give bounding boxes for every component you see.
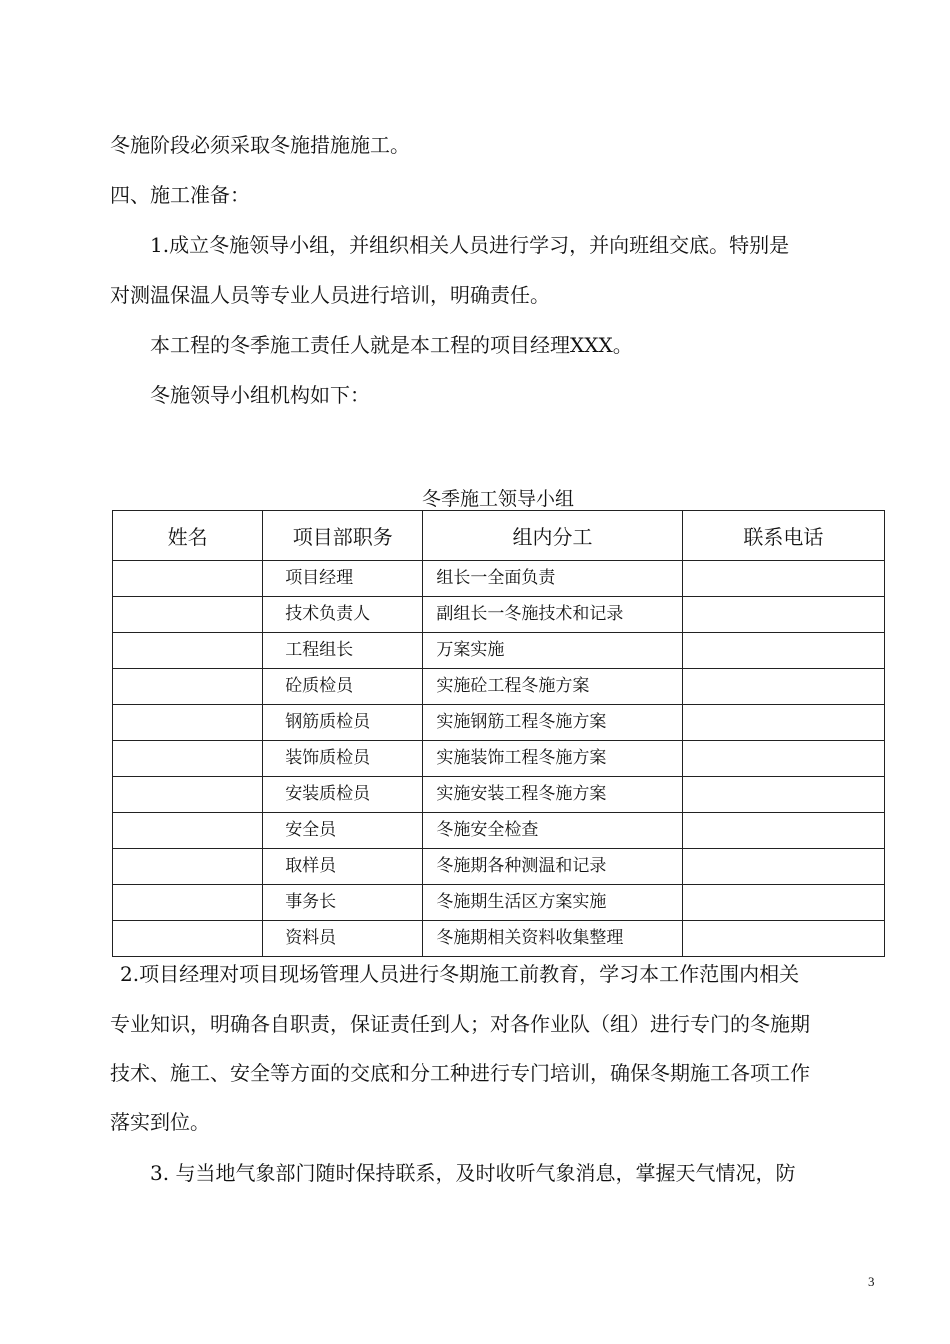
cell-phone bbox=[682, 813, 884, 849]
cell-duty: 万案实施 bbox=[423, 633, 682, 669]
cell-duty: 冬施期生活区方案实施 bbox=[423, 885, 682, 921]
cell-name bbox=[113, 921, 263, 957]
cell-phone bbox=[682, 921, 884, 957]
cell-duty: 实施钢筋工程冬施方案 bbox=[423, 705, 682, 741]
table-row bbox=[113, 885, 885, 921]
cell-position: 事务长 bbox=[263, 885, 423, 921]
cell-position: 资料员 bbox=[263, 921, 423, 957]
table-caption: 冬季施工领导小组 bbox=[421, 488, 574, 510]
header-phone: 联系电话 bbox=[682, 511, 884, 561]
cell-duty: 实施砼工程冬施方案 bbox=[423, 669, 682, 705]
cell-duty: 副组长一冬施技术和记录 bbox=[423, 597, 682, 633]
table-row bbox=[113, 597, 885, 633]
cell-position: 安装质检员 bbox=[263, 777, 423, 813]
header-position: 项目部职务 bbox=[263, 511, 423, 561]
paragraph-line: 落实到位。 bbox=[110, 1110, 210, 1134]
paragraph-line: 对测温保温人员等专业人员进行培训，明确责任。 bbox=[110, 283, 550, 307]
table-row bbox=[113, 561, 885, 597]
cell-position: 工程组长 bbox=[263, 633, 423, 669]
cell-phone bbox=[682, 633, 884, 669]
cell-name bbox=[113, 561, 263, 597]
cell-duty: 组长一全面负责 bbox=[423, 561, 682, 597]
cell-name bbox=[113, 705, 263, 741]
cell-duty: 冬施期各种测温和记录 bbox=[423, 849, 682, 885]
paragraph-line: 专业知识，明确各自职责，保证责任到人；对各作业队（组）进行专门的冬施期 bbox=[110, 1012, 810, 1036]
cell-duty: 冬施期相关资料收集整理 bbox=[423, 921, 682, 957]
header-duty: 组内分工 bbox=[423, 511, 682, 561]
cell-position: 安全员 bbox=[263, 813, 423, 849]
header-name: 姓名 bbox=[113, 511, 263, 561]
table-row bbox=[113, 777, 885, 813]
cell-duty: 实施装饰工程冬施方案 bbox=[423, 741, 682, 777]
cell-position: 技术负责人 bbox=[263, 597, 423, 633]
table-row bbox=[113, 669, 885, 705]
cell-position: 砼质检员 bbox=[263, 669, 423, 705]
cell-position: 钢筋质检员 bbox=[263, 705, 423, 741]
paragraph-line: 技术、施工、安全等方面的交底和分工种进行专门培训，确保冬期施工各项工作 bbox=[110, 1061, 810, 1085]
table-row bbox=[113, 813, 885, 849]
cell-phone bbox=[682, 741, 884, 777]
table-row bbox=[113, 849, 885, 885]
cell-name bbox=[113, 633, 263, 669]
paragraph-line: 2.项目经理对项目现场管理人员进行冬期施工前教育，学习本工作范围内相关 bbox=[120, 962, 800, 986]
cell-position: 项目经理 bbox=[263, 561, 423, 597]
cell-name bbox=[113, 669, 263, 705]
cell-phone bbox=[682, 705, 884, 741]
cell-name bbox=[113, 849, 263, 885]
cell-phone bbox=[682, 597, 884, 633]
paragraph-line: 冬施阶段必须采取冬施措施施工。 bbox=[110, 133, 410, 157]
cell-name bbox=[113, 885, 263, 921]
page-number: 3 bbox=[868, 1274, 875, 1289]
cell-phone bbox=[682, 885, 884, 921]
paragraph-line: 3. 与当地气象部门随时保持联系，及时收听气象消息，掌握天气情况，防 bbox=[150, 1161, 796, 1185]
cell-position: 装饰质检员 bbox=[263, 741, 423, 777]
paragraph-line: 本工程的冬季施工责任人就是本工程的项目经理XXX。 bbox=[150, 333, 633, 357]
table-row bbox=[113, 705, 885, 741]
cell-phone bbox=[682, 561, 884, 597]
paragraph-line: 冬施领导小组机构如下： bbox=[150, 383, 370, 407]
table-row bbox=[113, 741, 885, 777]
section-heading: 四、施工准备： bbox=[110, 183, 250, 207]
table-row bbox=[113, 921, 885, 957]
cell-name bbox=[113, 813, 263, 849]
paragraph-line: 1.成立冬施领导小组，并组织相关人员进行学习，并向班组交底。特别是 bbox=[150, 233, 790, 257]
cell-name bbox=[113, 597, 263, 633]
cell-duty: 冬施安全检查 bbox=[423, 813, 682, 849]
table-row bbox=[113, 633, 885, 669]
cell-phone bbox=[682, 849, 884, 885]
cell-name bbox=[113, 741, 263, 777]
cell-name bbox=[113, 777, 263, 813]
table-header-row bbox=[113, 511, 885, 561]
cell-phone bbox=[682, 669, 884, 705]
cell-phone bbox=[682, 777, 884, 813]
leadership-table bbox=[112, 510, 885, 957]
cell-position: 取样员 bbox=[263, 849, 423, 885]
cell-duty: 实施安装工程冬施方案 bbox=[423, 777, 682, 813]
